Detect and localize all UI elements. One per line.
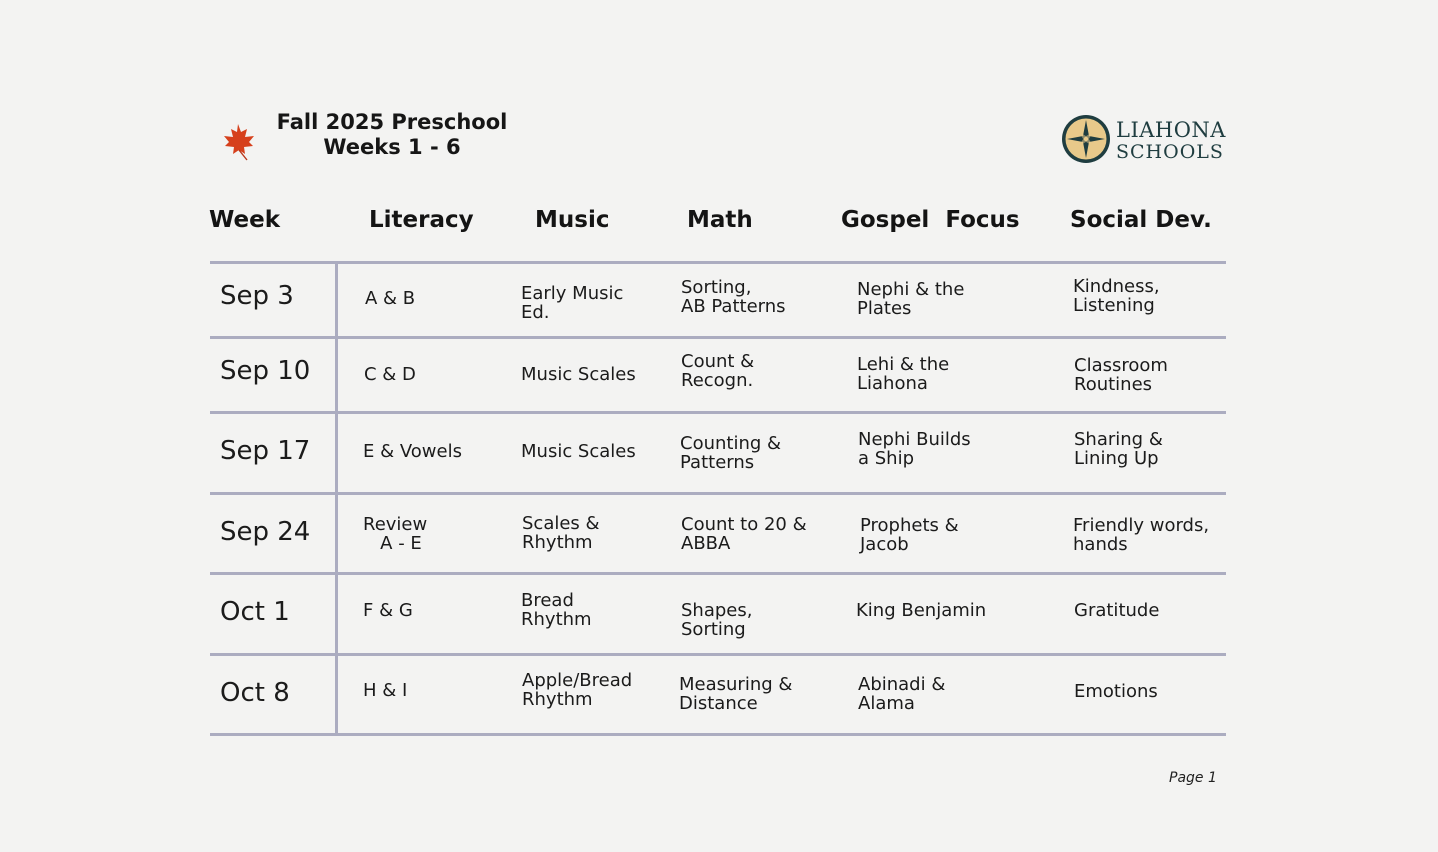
maple-leaf-icon bbox=[218, 120, 260, 162]
math-cell: Shapes, Sorting bbox=[681, 600, 753, 640]
literacy-cell: F & G bbox=[363, 600, 413, 621]
column-header-literacy: Literacy bbox=[369, 207, 474, 233]
math-cell: Count & Recogn. bbox=[681, 351, 755, 391]
week-cell: Sep 3 bbox=[220, 281, 294, 311]
music-cell: Music Scales bbox=[521, 441, 636, 462]
math-cell: Measuring & Distance bbox=[679, 674, 793, 714]
music-cell: Early Music Ed. bbox=[521, 283, 624, 323]
table-rule bbox=[210, 492, 1226, 495]
social-cell: Friendly words, hands bbox=[1073, 515, 1210, 555]
column-header-social-dev: Social Dev. bbox=[1070, 207, 1212, 233]
column-header-music: Music bbox=[535, 207, 610, 233]
week-cell: Sep 24 bbox=[220, 517, 311, 547]
music-cell: Apple/Bread Rhythm bbox=[522, 670, 633, 710]
table-rule bbox=[210, 653, 1226, 656]
social-cell: Kindness, Listening bbox=[1073, 276, 1160, 316]
week-cell: Sep 17 bbox=[220, 436, 311, 466]
social-cell: Classroom Routines bbox=[1074, 355, 1168, 395]
title-line-2: Weeks 1 - 6 bbox=[323, 135, 461, 159]
week-cell: Oct 8 bbox=[220, 678, 290, 708]
column-header-math: Math bbox=[687, 207, 753, 233]
literacy-cell: E & Vowels bbox=[363, 441, 462, 462]
title-line-1: Fall 2025 Preschool bbox=[276, 110, 508, 134]
table-rule bbox=[210, 336, 1226, 339]
literacy-cell: C & D bbox=[364, 364, 416, 385]
school-logo bbox=[1060, 113, 1240, 169]
music-cell: Bread Rhythm bbox=[521, 590, 592, 630]
logo-line-2: SCHOOLS bbox=[1116, 141, 1224, 163]
gospel-cell: Prophets & Jacob bbox=[860, 515, 959, 555]
table-rule bbox=[210, 733, 1226, 736]
social-cell: Emotions bbox=[1074, 681, 1158, 702]
table-rule bbox=[210, 261, 1226, 264]
gospel-cell: Abinadi & Alama bbox=[858, 674, 946, 714]
table-rule bbox=[210, 572, 1226, 575]
music-cell: Music Scales bbox=[521, 364, 636, 385]
music-cell: Scales & Rhythm bbox=[522, 513, 600, 553]
literacy-cell: H & I bbox=[363, 680, 408, 701]
week-column-divider bbox=[335, 263, 338, 735]
math-cell: Sorting, AB Patterns bbox=[681, 277, 786, 317]
social-cell: Sharing & Lining Up bbox=[1074, 429, 1163, 469]
gospel-cell: King Benjamin bbox=[856, 600, 987, 621]
table-rule bbox=[210, 411, 1226, 414]
week-cell: Sep 10 bbox=[220, 356, 311, 386]
gospel-cell: Nephi Builds a Ship bbox=[858, 429, 971, 469]
math-cell: Count to 20 & ABBA bbox=[681, 514, 807, 554]
column-header-week: Week bbox=[209, 207, 281, 233]
literacy-cell: A & B bbox=[365, 288, 416, 309]
column-header-gospel-focus: Gospel Focus bbox=[841, 207, 1020, 233]
logo-line-1: LIAHONA bbox=[1116, 118, 1226, 142]
week-cell: Oct 1 bbox=[220, 597, 290, 627]
gospel-cell: Nephi & the Plates bbox=[857, 279, 965, 319]
compass-star-icon bbox=[1060, 113, 1112, 165]
math-cell: Counting & Patterns bbox=[680, 433, 782, 473]
page-number: Page 1 bbox=[1169, 770, 1217, 786]
social-cell: Gratitude bbox=[1074, 600, 1160, 621]
literacy-cell: Review A - E bbox=[363, 514, 428, 554]
page-title bbox=[262, 110, 522, 160]
gospel-cell: Lehi & the Liahona bbox=[857, 354, 950, 394]
